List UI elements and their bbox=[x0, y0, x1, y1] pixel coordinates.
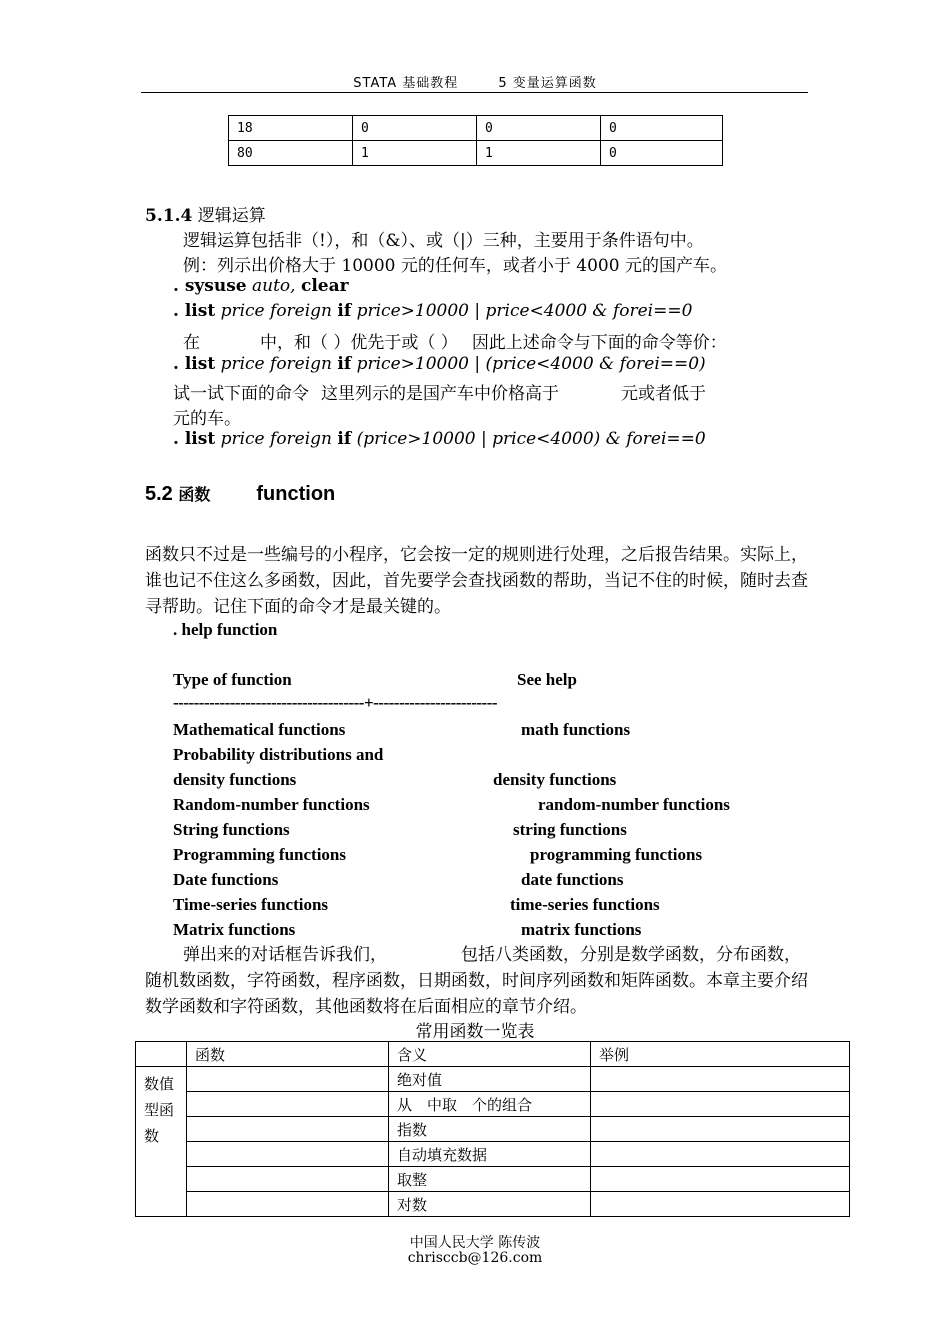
table-row bbox=[136, 1167, 850, 1192]
paragraph bbox=[145, 942, 810, 1020]
section-title: 逻辑运算 bbox=[197, 206, 266, 226]
help-row-link[interactable]: random-number functions bbox=[538, 795, 730, 814]
command-varlist: price foreign bbox=[220, 354, 333, 374]
footer-author: 中国人民大学 陈传波 bbox=[409, 1235, 541, 1251]
example-cell bbox=[591, 1192, 850, 1217]
help-row-left: Matrix functions bbox=[173, 920, 296, 939]
command-line: . help function bbox=[173, 620, 278, 639]
command-keyword: . list bbox=[173, 354, 216, 374]
command-if: if bbox=[337, 354, 352, 374]
help-row-left: Mathematical functions bbox=[173, 720, 346, 739]
table-cell: 0 bbox=[601, 141, 723, 166]
text-fragment: 试一试下面的命令 bbox=[173, 384, 309, 404]
table-cell: 0 bbox=[477, 116, 601, 141]
command-condition: price>10000 | (price<4000 & forei==0) bbox=[356, 354, 706, 374]
help-header-left: Type of function bbox=[173, 670, 292, 689]
section-52-heading bbox=[145, 482, 335, 506]
command-option: clear bbox=[300, 276, 349, 296]
command-varlist: price foreign bbox=[220, 301, 333, 321]
meaning-cell: 取整 bbox=[389, 1167, 591, 1192]
help-row-left: Programming functions bbox=[173, 845, 346, 864]
command-line bbox=[173, 276, 349, 296]
table-row bbox=[229, 116, 723, 141]
section-title-cn: 函数 bbox=[178, 487, 211, 504]
func-cell bbox=[187, 1067, 389, 1092]
table-caption: 常用函数一览表 bbox=[415, 1022, 535, 1042]
table-header-cell: 含义 bbox=[389, 1042, 591, 1067]
meaning-cell: 从 中取 个的组合 bbox=[389, 1092, 591, 1117]
section-number: 5.1.4 bbox=[145, 206, 193, 226]
paragraph: 例：列示出价格大于 10000 元的任何车，或者小于 4000 元的国产车。 bbox=[183, 256, 727, 276]
text-fragment: 中，和（ ）优先于或（ ） bbox=[260, 333, 458, 353]
help-row-left: Date functions bbox=[173, 870, 279, 889]
table-header-cell: 举例 bbox=[591, 1042, 850, 1067]
help-row-link[interactable]: time-series functions bbox=[510, 895, 660, 914]
category-cell: 数值型函数 bbox=[136, 1067, 187, 1217]
func-cell bbox=[187, 1192, 389, 1217]
command-condition: price>10000 | price<4000 & forei==0 bbox=[356, 301, 693, 321]
command-keyword: . sysuse bbox=[173, 276, 247, 296]
text-fragment: 包括八类函数，分别是数学函数，分布函数，随机数函数，字符函数，程序函数，日期函数，时间序列函数和矩阵函数。本章主要介绍数学函数和字符函数，其他函数将在后面相应的章节介绍。 bbox=[145, 945, 808, 1017]
text-fragment: 在 bbox=[183, 333, 200, 353]
help-row-link[interactable]: density functions bbox=[493, 770, 617, 789]
table-cell: 18 bbox=[229, 116, 353, 141]
command-keyword: . list bbox=[173, 301, 216, 321]
table-cell: 0 bbox=[601, 116, 723, 141]
top-table bbox=[228, 115, 723, 166]
example-cell bbox=[591, 1067, 850, 1092]
section-514-heading bbox=[145, 201, 266, 226]
table-cell: 80 bbox=[229, 141, 353, 166]
help-row-link[interactable]: programming functions bbox=[530, 845, 703, 864]
example-cell bbox=[591, 1167, 850, 1192]
command-line bbox=[173, 301, 692, 321]
meaning-cell: 绝对值 bbox=[389, 1067, 591, 1092]
example-cell bbox=[591, 1142, 850, 1167]
command-line bbox=[173, 354, 706, 374]
text-fragment: 这里列示的是国产车中价格高于 bbox=[321, 384, 559, 404]
footer-email: chriscсb@126.com bbox=[407, 1250, 543, 1266]
help-row-left: String functions bbox=[173, 820, 290, 839]
header-rule bbox=[141, 92, 808, 93]
table-row bbox=[229, 141, 723, 166]
command-arg: auto, bbox=[252, 276, 296, 296]
func-cell bbox=[187, 1092, 389, 1117]
help-row-left: density functions bbox=[173, 770, 297, 789]
header-left: STATA 基础教程 bbox=[353, 76, 459, 91]
table-row bbox=[136, 1067, 850, 1092]
command-varlist: price foreign bbox=[220, 429, 333, 449]
table-row bbox=[136, 1142, 850, 1167]
help-row-link[interactable]: date functions bbox=[521, 870, 624, 889]
table-header-cell bbox=[136, 1042, 187, 1067]
table-row bbox=[136, 1117, 850, 1142]
meaning-cell: 对数 bbox=[389, 1192, 591, 1217]
command-condition: (price>10000 | price<4000) & forei==0 bbox=[356, 429, 706, 449]
help-row-left: Random-number functions bbox=[173, 795, 370, 814]
paragraph bbox=[183, 328, 727, 353]
help-row-left: Probability distributions and bbox=[173, 745, 384, 764]
table-header-row bbox=[136, 1042, 850, 1067]
help-row-link[interactable]: math functions bbox=[521, 720, 631, 739]
help-divider: -------------------------------------+------------------------ bbox=[173, 693, 498, 712]
table-cell: 1 bbox=[477, 141, 601, 166]
func-cell bbox=[187, 1167, 389, 1192]
table-cell: 0 bbox=[353, 116, 477, 141]
paragraph: 元的车。 bbox=[173, 409, 241, 429]
func-cell bbox=[187, 1117, 389, 1142]
meaning-cell: 指数 bbox=[389, 1117, 591, 1142]
help-header-right: See help bbox=[517, 670, 577, 689]
paragraph: 逻辑运算包括非（!），和（&）、或（|）三种，主要用于条件语句中。 bbox=[183, 231, 704, 251]
function-table bbox=[135, 1041, 850, 1217]
table-row bbox=[136, 1092, 850, 1117]
table-header-cell: 函数 bbox=[187, 1042, 389, 1067]
example-cell bbox=[591, 1092, 850, 1117]
header-right: 5 变量运算函数 bbox=[498, 76, 597, 91]
table-row bbox=[136, 1192, 850, 1217]
help-row-left: Time-series functions bbox=[173, 895, 329, 914]
example-cell bbox=[591, 1117, 850, 1142]
table-cell: 1 bbox=[353, 141, 477, 166]
command-if: if bbox=[337, 429, 352, 449]
help-row-link[interactable]: matrix functions bbox=[521, 920, 642, 939]
help-row-link[interactable]: string functions bbox=[513, 820, 627, 839]
meaning-cell: 自动填充数据 bbox=[389, 1142, 591, 1167]
text-fragment: 元或者低于 bbox=[621, 384, 706, 404]
paragraph: 函数只不过是一些编号的小程序，它会按一定的规则进行处理，之后报告结果。实际上，谁也记不住这么多函数，因此，首先要学会查找函数的帮助，当记不住的时候，随时去查寻帮助。记住下面的命令才是最关键的。 bbox=[145, 545, 808, 617]
text-fragment: 因此上述命令与下面的命令等价： bbox=[471, 333, 727, 353]
section-number: 5.2 bbox=[145, 483, 173, 505]
paragraph bbox=[173, 379, 706, 404]
section-title-en: function bbox=[256, 483, 336, 505]
page-header bbox=[0, 72, 950, 91]
func-cell bbox=[187, 1142, 389, 1167]
command-line bbox=[173, 429, 706, 449]
command-if: if bbox=[337, 301, 352, 321]
text-fragment: 弹出来的对话框告诉我们， bbox=[183, 945, 387, 965]
command-keyword: . list bbox=[173, 429, 216, 449]
